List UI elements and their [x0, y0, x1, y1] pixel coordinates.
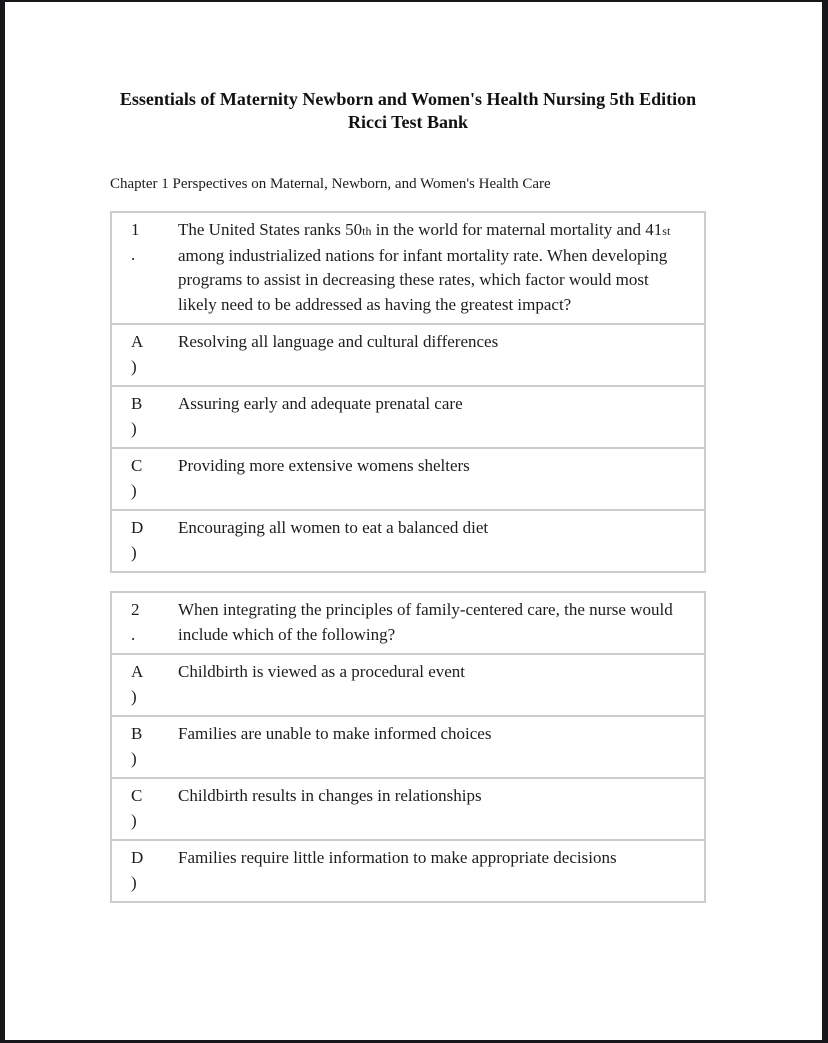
document-page: [5, 2, 822, 1040]
option-letter: [112, 841, 178, 901]
page-title: Essentials of Maternity Newborn and Women's Health Nursing 5th Edition Ricci Test Bank: [119, 89, 697, 132]
question-number: [112, 593, 178, 653]
question-text-part: in the world for maternal mortality and 41: [371, 220, 663, 239]
option-letter-value: D: [131, 848, 144, 867]
option-letter: [112, 449, 178, 509]
question-text-part: among industrialized nations for infant mortality rate. When developing programs to assist in decreasing these rates, which factor would most likely need to be addressed as having the greatest impact?: [178, 245, 668, 314]
question-row: [112, 593, 704, 653]
option-letter: [112, 325, 178, 385]
option-text: Assuring early and adequate prenatal care: [178, 394, 463, 413]
question-number-dot: .: [131, 624, 136, 644]
option-row: [112, 839, 704, 901]
question-text: [178, 593, 704, 653]
option-paren: ): [131, 356, 137, 376]
option-letter-value: D: [131, 518, 144, 537]
option-row: [112, 715, 704, 777]
option-letter-value: C: [131, 456, 143, 475]
option-paren: ): [131, 872, 137, 892]
ordinal-suffix: st: [662, 224, 671, 238]
question-1-table: [110, 211, 706, 573]
option-letter-value: A: [131, 662, 144, 681]
option-text: Encouraging all women to eat a balanced diet: [178, 518, 489, 537]
option-paren: ): [131, 480, 137, 500]
option-letter-value: A: [131, 332, 144, 351]
option-row: [112, 385, 704, 447]
question-number-value: 2: [131, 600, 140, 619]
option-text: Providing more extensive womens shelters: [178, 456, 470, 475]
option-paren: ): [131, 748, 137, 768]
option-letter: [112, 655, 178, 715]
question-number-value: 1: [131, 220, 140, 239]
option-row: [112, 509, 704, 571]
option-letter: [112, 717, 178, 777]
ordinal-suffix: th: [362, 224, 372, 238]
question-row: [112, 213, 704, 323]
option-letter: [112, 511, 178, 571]
question-number: [112, 213, 178, 323]
option-row: [112, 777, 704, 839]
question-text: [178, 213, 704, 323]
question-text-part: The United States ranks 50: [178, 220, 363, 239]
option-row: [112, 653, 704, 715]
option-paren: ): [131, 810, 137, 830]
option-row: [112, 323, 704, 385]
page-content: [5, 2, 706, 903]
option-paren: ): [131, 542, 137, 562]
option-text: Families require little information to make appropriate decisions: [178, 848, 617, 867]
option-text: Childbirth is viewed as a procedural event: [178, 662, 466, 681]
question-2-table: [110, 591, 706, 903]
option-paren: ): [131, 418, 137, 438]
option-text: Childbirth results in changes in relationships: [178, 786, 482, 805]
option-letter: [112, 387, 178, 447]
option-text: Families are unable to make informed choices: [178, 724, 492, 743]
question-text-part: When integrating the principles of family-centered care, the nurse would include which of the following?: [178, 600, 673, 644]
option-text: Resolving all language and cultural differences: [178, 332, 499, 351]
chapter-heading: Chapter 1 Perspectives on Maternal, Newborn, and Women's Health Care: [110, 176, 551, 192]
option-letter-value: B: [131, 394, 143, 413]
option-letter-value: B: [131, 724, 143, 743]
option-paren: ): [131, 686, 137, 706]
question-number-dot: .: [131, 244, 136, 264]
option-letter-value: C: [131, 786, 143, 805]
option-letter: [112, 779, 178, 839]
option-row: [112, 447, 704, 509]
